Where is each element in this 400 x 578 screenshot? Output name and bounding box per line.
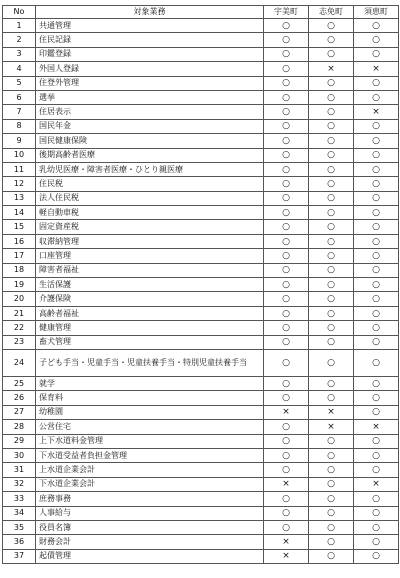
town-1-mark: ○ <box>264 249 309 263</box>
row-number: 1 <box>3 19 36 33</box>
table-row <box>3 162 399 176</box>
table-row <box>3 492 399 506</box>
town-3-mark: × <box>354 477 399 491</box>
town-1-mark: ○ <box>264 19 309 33</box>
task-name: 幼稚園 <box>36 405 264 419</box>
town-2-mark: ○ <box>309 33 354 47</box>
town-3-mark: × <box>354 62 399 76</box>
table-row <box>3 306 399 320</box>
town-2-mark: ○ <box>309 549 354 563</box>
town-2-mark: ○ <box>309 191 354 205</box>
town-2-mark: ○ <box>309 162 354 176</box>
town-2-mark: ○ <box>309 520 354 534</box>
document <box>2 5 398 564</box>
town-1-mark: ○ <box>264 420 309 434</box>
table-row <box>3 19 399 33</box>
town-2-mark: ○ <box>309 506 354 520</box>
town-3-mark: ○ <box>354 335 399 349</box>
town-1-mark: ○ <box>264 234 309 248</box>
row-number: 25 <box>3 376 36 390</box>
task-name: 生活保護 <box>36 278 264 292</box>
town-1-mark: ○ <box>264 376 309 390</box>
town-1-mark: ○ <box>264 278 309 292</box>
table-row <box>3 506 399 520</box>
task-name: 畜犬管理 <box>36 335 264 349</box>
table-body <box>3 19 399 564</box>
header-town-1: 宇美町 <box>264 6 309 19</box>
row-number: 23 <box>3 335 36 349</box>
table-row <box>3 376 399 390</box>
task-name: 法人住民税 <box>36 191 264 205</box>
table-row <box>3 349 399 376</box>
town-3-mark: ○ <box>354 506 399 520</box>
task-matrix-table <box>2 5 399 564</box>
task-name: 選挙 <box>36 90 264 104</box>
table-row <box>3 220 399 234</box>
table-row <box>3 477 399 491</box>
task-name: 高齢者福祉 <box>36 306 264 320</box>
town-3-mark: × <box>354 105 399 119</box>
town-3-mark: ○ <box>354 376 399 390</box>
table-row <box>3 191 399 205</box>
town-1-mark: ○ <box>264 134 309 148</box>
town-2-mark: ○ <box>309 463 354 477</box>
table-row <box>3 405 399 419</box>
town-1-mark: ○ <box>264 90 309 104</box>
row-number: 8 <box>3 119 36 133</box>
table-row <box>3 134 399 148</box>
town-3-mark: ○ <box>354 349 399 376</box>
town-1-mark: ○ <box>264 434 309 448</box>
table-row <box>3 448 399 462</box>
town-3-mark: ○ <box>354 434 399 448</box>
table-row <box>3 263 399 277</box>
town-3-mark: ○ <box>354 263 399 277</box>
row-number: 34 <box>3 506 36 520</box>
task-name: 上水道企業会計 <box>36 463 264 477</box>
town-2-mark: ○ <box>309 220 354 234</box>
row-number: 6 <box>3 90 36 104</box>
town-2-mark: ○ <box>309 134 354 148</box>
row-number: 37 <box>3 549 36 563</box>
table-row <box>3 520 399 534</box>
town-3-mark: ○ <box>354 119 399 133</box>
task-name: 上下水道料金管理 <box>36 434 264 448</box>
town-2-mark: ○ <box>309 335 354 349</box>
table-row <box>3 463 399 477</box>
table-row <box>3 177 399 191</box>
town-3-mark: ○ <box>354 220 399 234</box>
town-3-mark: ○ <box>354 278 399 292</box>
task-name: 財務会計 <box>36 535 264 549</box>
table-row <box>3 278 399 292</box>
row-number: 35 <box>3 520 36 534</box>
town-2-mark: ○ <box>309 148 354 162</box>
table-row <box>3 321 399 335</box>
town-1-mark: ○ <box>264 206 309 220</box>
row-number: 27 <box>3 405 36 419</box>
task-name: 後期高齢者医療 <box>36 148 264 162</box>
task-name: 収滞納管理 <box>36 234 264 248</box>
table-row <box>3 47 399 61</box>
row-number: 19 <box>3 278 36 292</box>
task-name: 就学 <box>36 376 264 390</box>
town-3-mark: ○ <box>354 90 399 104</box>
town-1-mark: ○ <box>264 33 309 47</box>
town-1-mark: ○ <box>264 47 309 61</box>
row-number: 28 <box>3 420 36 434</box>
task-name: 保育料 <box>36 391 264 405</box>
table-row <box>3 206 399 220</box>
task-name: 外国人登録 <box>36 62 264 76</box>
town-3-mark: ○ <box>354 206 399 220</box>
town-2-mark: ○ <box>309 321 354 335</box>
row-number: 16 <box>3 234 36 248</box>
task-name: 役員名簿 <box>36 520 264 534</box>
town-3-mark: ○ <box>354 520 399 534</box>
task-name: 人事給与 <box>36 506 264 520</box>
town-2-mark: ○ <box>309 19 354 33</box>
row-number: 30 <box>3 448 36 462</box>
header-town-2: 志免町 <box>309 6 354 19</box>
town-2-mark: ○ <box>309 105 354 119</box>
row-number: 2 <box>3 33 36 47</box>
town-3-mark: ○ <box>354 234 399 248</box>
task-name: 健康管理 <box>36 321 264 335</box>
town-2-mark: ○ <box>309 47 354 61</box>
header-town-3: 須恵町 <box>354 6 399 19</box>
row-number: 21 <box>3 306 36 320</box>
town-1-mark: ○ <box>264 220 309 234</box>
row-number: 26 <box>3 391 36 405</box>
town-1-mark: ○ <box>264 119 309 133</box>
town-2-mark: ○ <box>309 535 354 549</box>
town-1-mark: ○ <box>264 520 309 534</box>
task-name: 住登外管理 <box>36 76 264 90</box>
town-2-mark: ○ <box>309 177 354 191</box>
town-3-mark: ○ <box>354 405 399 419</box>
town-2-mark: ○ <box>309 292 354 306</box>
town-2-mark: ○ <box>309 391 354 405</box>
row-number: 36 <box>3 535 36 549</box>
row-number: 7 <box>3 105 36 119</box>
town-3-mark: ○ <box>354 292 399 306</box>
town-2-mark: ○ <box>309 90 354 104</box>
row-number: 15 <box>3 220 36 234</box>
table-row <box>3 420 399 434</box>
header-task: 対象業務 <box>36 6 264 19</box>
town-3-mark: ○ <box>354 549 399 563</box>
town-2-mark: ○ <box>309 376 354 390</box>
table-row <box>3 292 399 306</box>
town-1-mark: ○ <box>264 321 309 335</box>
table-row <box>3 90 399 104</box>
task-name: 固定資産税 <box>36 220 264 234</box>
town-3-mark: ○ <box>354 177 399 191</box>
task-name: 口座管理 <box>36 249 264 263</box>
town-1-mark: ○ <box>264 391 309 405</box>
town-1-mark: × <box>264 405 309 419</box>
town-1-mark: ○ <box>264 105 309 119</box>
town-2-mark: ○ <box>309 434 354 448</box>
header-row <box>3 6 399 19</box>
row-number: 3 <box>3 47 36 61</box>
row-number: 29 <box>3 434 36 448</box>
town-2-mark: ○ <box>309 349 354 376</box>
table-row <box>3 105 399 119</box>
town-3-mark: ○ <box>354 463 399 477</box>
row-number: 24 <box>3 349 36 376</box>
table-row <box>3 234 399 248</box>
row-number: 9 <box>3 134 36 148</box>
row-number: 32 <box>3 477 36 491</box>
town-3-mark: ○ <box>354 148 399 162</box>
row-number: 4 <box>3 62 36 76</box>
town-1-mark: ○ <box>264 335 309 349</box>
row-number: 13 <box>3 191 36 205</box>
town-1-mark: ○ <box>264 349 309 376</box>
town-3-mark: ○ <box>354 134 399 148</box>
row-number: 5 <box>3 76 36 90</box>
town-3-mark: ○ <box>354 321 399 335</box>
task-name: 国民年金 <box>36 119 264 133</box>
town-1-mark: × <box>264 477 309 491</box>
task-name: 住居表示 <box>36 105 264 119</box>
town-1-mark: ○ <box>264 506 309 520</box>
town-1-mark: ○ <box>264 292 309 306</box>
town-3-mark: ○ <box>354 191 399 205</box>
task-name: 国民健康保険 <box>36 134 264 148</box>
town-1-mark: ○ <box>264 148 309 162</box>
town-2-mark: ○ <box>309 263 354 277</box>
table-row <box>3 535 399 549</box>
town-3-mark: ○ <box>354 47 399 61</box>
table-row <box>3 335 399 349</box>
task-name: 住民税 <box>36 177 264 191</box>
row-number: 12 <box>3 177 36 191</box>
town-3-mark: ○ <box>354 19 399 33</box>
row-number: 11 <box>3 162 36 176</box>
task-name: 印鑑登録 <box>36 47 264 61</box>
task-name: 下水道企業会計 <box>36 477 264 491</box>
town-1-mark: ○ <box>264 492 309 506</box>
table-row <box>3 119 399 133</box>
row-number: 20 <box>3 292 36 306</box>
town-2-mark: ○ <box>309 448 354 462</box>
task-name: 下水道受益者負担金管理 <box>36 448 264 462</box>
town-2-mark: ○ <box>309 477 354 491</box>
town-2-mark: × <box>309 405 354 419</box>
task-name: 乳幼児医療・障害者医療・ひとり親医療 <box>36 162 264 176</box>
town-3-mark: ○ <box>354 162 399 176</box>
town-1-mark: ○ <box>264 191 309 205</box>
row-number: 33 <box>3 492 36 506</box>
table-row <box>3 249 399 263</box>
task-name: 軽自動車税 <box>36 206 264 220</box>
town-2-mark: ○ <box>309 206 354 220</box>
table-row <box>3 148 399 162</box>
task-name: 介護保険 <box>36 292 264 306</box>
town-1-mark: ○ <box>264 263 309 277</box>
row-number: 31 <box>3 463 36 477</box>
table-row <box>3 549 399 563</box>
town-3-mark: ○ <box>354 76 399 90</box>
task-name: 庶務事務 <box>36 492 264 506</box>
town-2-mark: ○ <box>309 492 354 506</box>
town-1-mark: × <box>264 535 309 549</box>
task-name: 子ども手当・児童手当・児童扶養手当・特別児童扶養手当 <box>36 349 264 376</box>
town-3-mark: ○ <box>354 306 399 320</box>
table-row <box>3 434 399 448</box>
town-1-mark: ○ <box>264 162 309 176</box>
town-2-mark: ○ <box>309 119 354 133</box>
town-2-mark: × <box>309 62 354 76</box>
town-2-mark: ○ <box>309 306 354 320</box>
town-3-mark: × <box>354 420 399 434</box>
task-name: 共通管理 <box>36 19 264 33</box>
town-1-mark: ○ <box>264 448 309 462</box>
table-row <box>3 62 399 76</box>
town-3-mark: ○ <box>354 249 399 263</box>
town-1-mark: ○ <box>264 463 309 477</box>
task-name: 起債管理 <box>36 549 264 563</box>
table-row <box>3 33 399 47</box>
row-number: 14 <box>3 206 36 220</box>
table-row <box>3 391 399 405</box>
row-number: 22 <box>3 321 36 335</box>
town-3-mark: ○ <box>354 448 399 462</box>
town-2-mark: ○ <box>309 234 354 248</box>
task-name: 住民記録 <box>36 33 264 47</box>
town-3-mark: ○ <box>354 33 399 47</box>
row-number: 18 <box>3 263 36 277</box>
table-row <box>3 76 399 90</box>
town-3-mark: ○ <box>354 391 399 405</box>
town-1-mark: ○ <box>264 76 309 90</box>
town-1-mark: ○ <box>264 62 309 76</box>
town-3-mark: ○ <box>354 492 399 506</box>
town-1-mark: ○ <box>264 306 309 320</box>
header-no: No <box>3 6 36 19</box>
town-2-mark: ○ <box>309 278 354 292</box>
town-1-mark: × <box>264 549 309 563</box>
row-number: 10 <box>3 148 36 162</box>
town-2-mark: ○ <box>309 249 354 263</box>
town-3-mark: ○ <box>354 535 399 549</box>
task-name: 障害者福祉 <box>36 263 264 277</box>
town-1-mark: ○ <box>264 177 309 191</box>
task-name: 公営住宅 <box>36 420 264 434</box>
town-2-mark: × <box>309 420 354 434</box>
town-2-mark: ○ <box>309 76 354 90</box>
row-number: 17 <box>3 249 36 263</box>
